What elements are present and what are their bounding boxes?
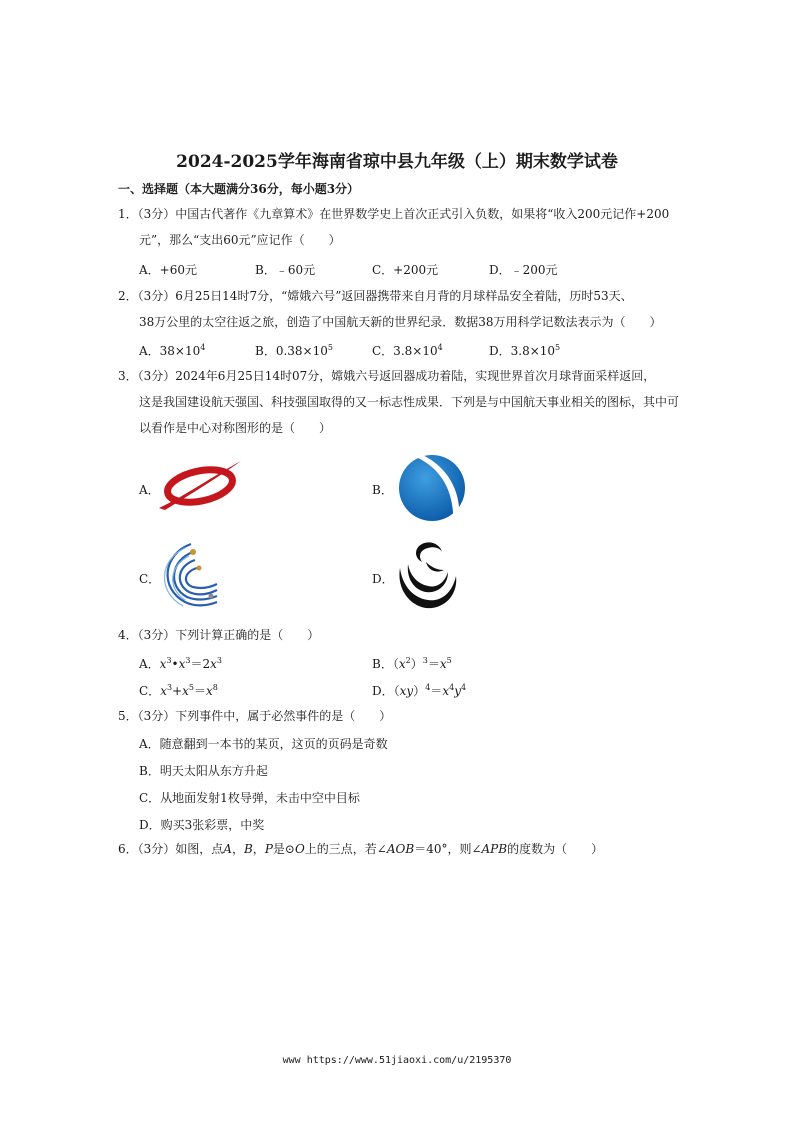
q1-line2: 元”，那么“支出60元”应记作（ ） xyxy=(139,233,341,247)
black-crescent-logo-icon xyxy=(392,540,462,612)
q3-line3: 以看作是中心对称图形的是（ ） xyxy=(139,421,332,435)
q4-option-d: D．$(xy)^4=x^4y^4$ xyxy=(372,683,467,698)
footer-url: www https://www.51jiaoxi.com/u/2195370 xyxy=(282,1055,512,1066)
q2-option-a: A．$38\times 10^4$ xyxy=(139,343,206,358)
q2-line1: 2．（3分）6月25日14时7分，“嫦娥六号”返回器携带来自月背的月球样品安全着陆，历时53天、 xyxy=(118,289,633,303)
q3-line2: 这是我国建设航天强国、科技强国取得的又一标志性成果．下列是与中国航天事业相关的图标，其中可 xyxy=(139,395,680,409)
q3-option-b-label: B． xyxy=(372,483,393,497)
q5-option-d: D．购买3张彩票，中奖 xyxy=(139,818,265,832)
q5-stem: 5．（3分）下列事件中，属于必然事件的是（ ） xyxy=(118,709,392,723)
q4-option-a: A．$x^3•x^3=2x^3$ xyxy=(139,656,223,671)
page-title: 2024-2025学年海南省琼中县九年级（上）期末数学试卷 xyxy=(176,152,618,172)
q5-option-b: B．明天太阳从东方升起 xyxy=(139,764,268,778)
q4-option-c: C．$x^3+x^5=x^8$ xyxy=(139,683,218,698)
q5-option-c: C．从地面发射1枚导弹，未击中空中目标 xyxy=(139,791,360,805)
q1-option-d: D．﹣200元 xyxy=(489,263,558,277)
q5-option-a: A．随意翻到一本书的某页，这页的页码是奇数 xyxy=(139,737,388,751)
red-swoosh-logo-icon xyxy=(155,458,243,512)
q4-stem: 4．（3分）下列计算正确的是（ ） xyxy=(118,628,320,642)
section-heading: 一、选择题（本大题满分36分，每小题3分） xyxy=(118,182,360,196)
q6-stem: 6．（3分）如图，点A，B，P是⊙O上的三点，若∠AOB＝40°，则∠APB的度数为（ ） xyxy=(118,842,604,856)
q3-option-d-label: D． xyxy=(372,572,394,586)
blue-swirl-logo-icon xyxy=(155,540,225,612)
q2-option-c: C．$3.8\times 10^4$ xyxy=(372,343,443,358)
q3-line1: 3．（3分）2024年6月25日14时07分，嫦娥六号返回器成功着陆，实现世界首次月球背面采样返回， xyxy=(118,369,656,383)
q3-option-a-label: A． xyxy=(139,483,160,497)
q4-option-b: B．$(x^2)^3=x^5$ xyxy=(372,656,452,671)
q2-option-b: B．$0.38\times 10^5$ xyxy=(255,343,333,358)
q1-option-c: C．+200元 xyxy=(372,263,439,277)
blue-sphere-logo-icon xyxy=(393,448,469,524)
q3-option-c-label: C． xyxy=(139,572,161,586)
q1-option-a: A．+60元 xyxy=(139,263,197,277)
q2-line2: 38万公里的太空往返之旅，创造了中国航天新的世界纪录．数据38万用科学记数法表示为（ ） xyxy=(139,315,662,329)
q2-option-d: D．$3.8\times 10^5$ xyxy=(489,343,561,358)
q1-line1: 1．（3分）中国古代著作《九章算术》在世界数学史上首次正式引入负数，如果将“收入200元记作+200 xyxy=(118,207,670,221)
q1-option-b: B．﹣60元 xyxy=(255,263,316,277)
